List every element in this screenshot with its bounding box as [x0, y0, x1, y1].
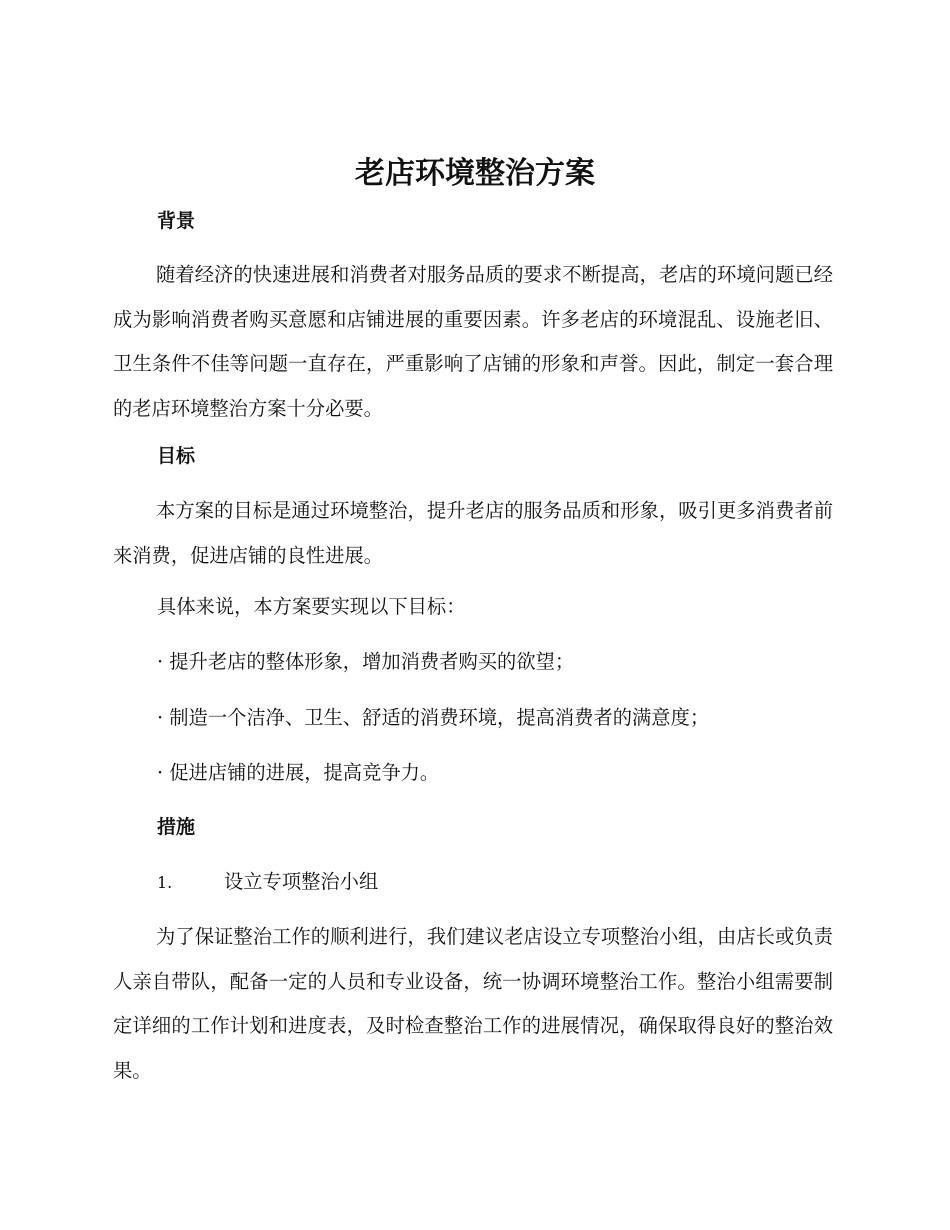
section-heading-background: 背景 — [157, 210, 196, 232]
goal-intro: 具体来说，本方案要实现以下目标： — [157, 595, 466, 618]
goal-paragraph: 本方案的目标是通过环境整治，提升老店的服务品质和形象，吸引更多消费者前来消费，促进店铺的良性进展。 — [113, 499, 833, 567]
section-heading-measures: 措施 — [157, 816, 196, 838]
goal-bullet-1: · 提升老店的整体形象，增加消费者购买的欲望； — [157, 650, 575, 673]
measure-item-1 — [157, 867, 378, 898]
background-paragraph: 随着经济的快速进展和消费者对服务品质的要求不断提高，老店的环境问题已经成为影响消费者购买意愿和店铺进展的重要因素。许多老店的环境混乱、设施老旧、卫生条件不佳等问题一直存在，严重影响了店铺的形象和声誉。因此，制定一套合理的老店环境整治方案十分必要。 — [113, 263, 833, 420]
measures-paragraph: 为了保证整治工作的顺利进行，我们建议老店设立专项整治小组，由店长或负责人亲自带队，配备一定的人员和专业设备，统一协调环境整治工作。整治小组需要制定详细的工作计划和进度表，及时检查整治工作的进展情况，确保取得良好的整治效果。 — [113, 925, 833, 1082]
goal-bullet-3: · 促进店铺的进展，提高竞争力。 — [157, 761, 440, 784]
document-title: 老店环境整治方案 — [355, 156, 595, 191]
measure-item-1-number: 1. — [157, 873, 173, 892]
measure-item-1-label: 设立专项整治小组 — [224, 870, 379, 893]
section-heading-goal: 目标 — [157, 445, 196, 467]
goal-bullet-2: · 制造一个洁净、卫生、舒适的消费环境，提高消费者的满意度； — [157, 706, 710, 729]
